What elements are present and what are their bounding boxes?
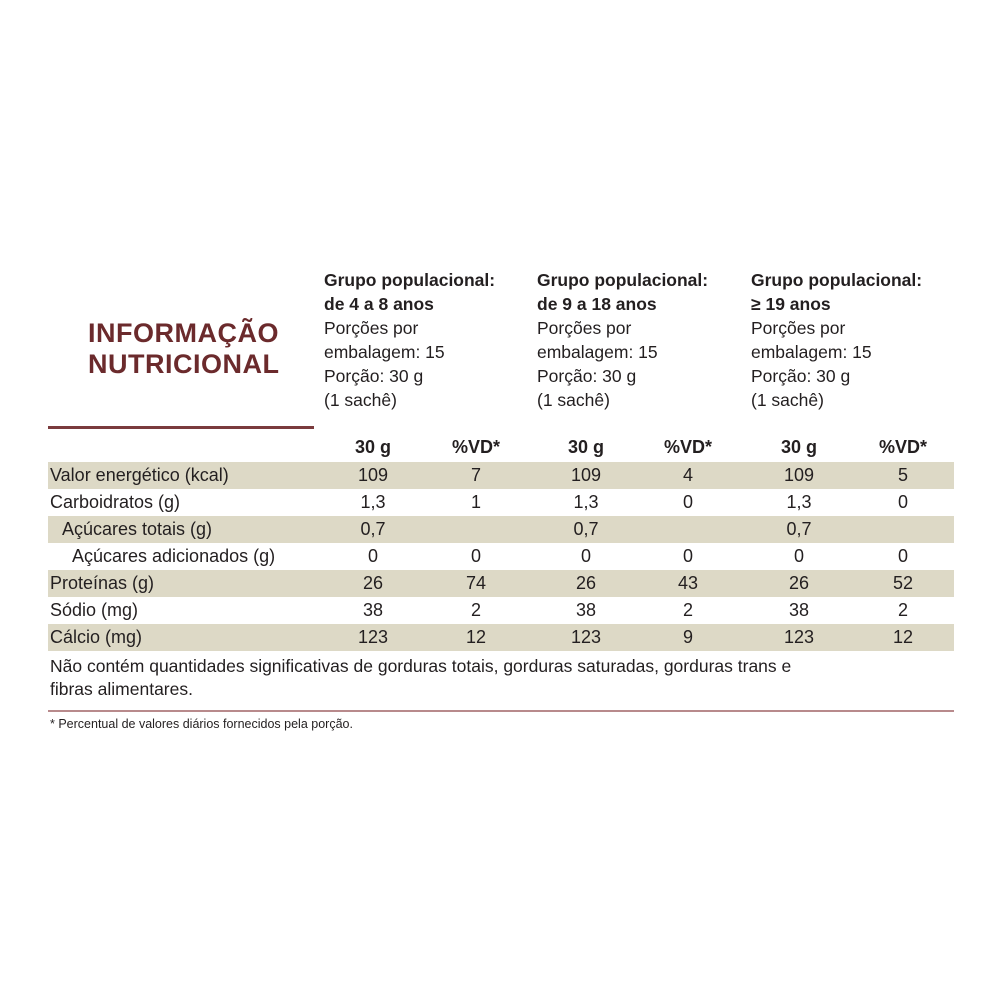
- title-divider: [48, 426, 314, 429]
- table-cell: 2: [470, 600, 481, 620]
- table-row: [48, 597, 954, 624]
- table-cell: 2: [897, 600, 908, 620]
- table-row: [48, 570, 954, 597]
- population-group-4-8: [324, 268, 542, 412]
- table-cell: 1,3: [786, 492, 812, 512]
- table-cell: 43: [677, 573, 699, 593]
- table-cell: 26: [788, 573, 810, 593]
- note-line: fibras alimentares.: [50, 679, 193, 699]
- group-portion-unit: (1 sachê): [324, 390, 397, 410]
- table-cell: 1: [470, 492, 481, 512]
- column-header: %VD*: [663, 437, 712, 457]
- table-cell: 4: [682, 465, 693, 485]
- bottom-divider: [48, 710, 954, 712]
- table-cell: 38: [362, 600, 384, 620]
- column-header: %VD*: [878, 437, 927, 457]
- table-cell: 26: [362, 573, 384, 593]
- table-cell: 123: [357, 627, 389, 647]
- group-range: ≥ 19 anos: [751, 294, 831, 314]
- nutrient-name: Cálcio (mg): [50, 627, 143, 647]
- table-cell: 26: [575, 573, 597, 593]
- table-row: [48, 489, 954, 516]
- table-row: [48, 624, 954, 651]
- nutrition-note: [48, 655, 954, 701]
- table-cell: 0: [580, 546, 591, 566]
- column-header: %VD*: [451, 437, 500, 457]
- label-header: [48, 268, 954, 432]
- nutrition-facts-label: [48, 268, 954, 731]
- group-portion-size: Porção: 30 g: [751, 366, 851, 386]
- table-cell: 123: [783, 627, 815, 647]
- group-portions: embalagem: 15: [537, 342, 658, 362]
- group-portions: Porções por: [324, 318, 419, 338]
- table-cell: 1,3: [360, 492, 386, 512]
- group-range: de 9 a 18 anos: [537, 294, 657, 314]
- table-cell: 74: [465, 573, 487, 593]
- table-row: [48, 543, 954, 570]
- nutrient-name: Carboidratos (g): [50, 492, 181, 512]
- group-portion-unit: (1 sachê): [537, 390, 610, 410]
- title-line: NUTRICIONAL: [88, 349, 280, 379]
- table-cell: 0: [897, 492, 908, 512]
- title-line: INFORMAÇÃO: [88, 318, 279, 348]
- nutrient-name: Açúcares adicionados (g): [72, 546, 276, 566]
- group-portions: embalagem: 15: [324, 342, 445, 362]
- table-cell: 1,3: [573, 492, 599, 512]
- table-row: [48, 516, 954, 543]
- table-cell: 0: [793, 546, 804, 566]
- label-title: [88, 318, 279, 380]
- table-cell: 12: [892, 627, 914, 647]
- table-cell: 2: [682, 600, 693, 620]
- table-cell: 0: [470, 546, 481, 566]
- table-cell: 0: [682, 546, 693, 566]
- group-range: de 4 a 8 anos: [324, 294, 434, 314]
- footnote: * Percentual de valores diários fornecidos pela porção.: [50, 717, 353, 731]
- nutrient-name: Açúcares totais (g): [62, 519, 213, 539]
- table-cell: 0: [682, 492, 693, 512]
- group-name: Grupo populacional:: [324, 270, 496, 290]
- table-cell: 5: [897, 465, 908, 485]
- group-portion-size: Porção: 30 g: [324, 366, 424, 386]
- column-header-row: [48, 432, 954, 462]
- table-cell: 38: [788, 600, 810, 620]
- nutrient-name: Sódio (mg): [50, 600, 139, 620]
- table-cell: 7: [470, 465, 481, 485]
- table-cell: 12: [465, 627, 487, 647]
- table-cell: 123: [570, 627, 602, 647]
- table-cell: 109: [357, 465, 389, 485]
- group-portion-unit: (1 sachê): [751, 390, 824, 410]
- table-cell: 52: [892, 573, 914, 593]
- table-cell: 0: [897, 546, 908, 566]
- nutrient-name: Proteínas (g): [50, 573, 155, 593]
- group-portions: Porções por: [537, 318, 632, 338]
- table-cell: 0: [367, 546, 378, 566]
- column-header: 30 g: [567, 437, 605, 457]
- table-row: [48, 462, 954, 489]
- group-portions: Porções por: [751, 318, 846, 338]
- table-cell: 109: [570, 465, 602, 485]
- note-line: Não contém quantidades significativas de gorduras totais, gorduras saturadas, gorduras trans e: [50, 656, 792, 676]
- column-header: 30 g: [354, 437, 392, 457]
- nutrient-name: Valor energético (kcal): [50, 465, 229, 485]
- population-group-19-plus: [751, 268, 969, 412]
- column-header: 30 g: [780, 437, 818, 457]
- table-cell: 9: [682, 627, 693, 647]
- group-name: Grupo populacional:: [537, 270, 709, 290]
- group-name: Grupo populacional:: [751, 270, 923, 290]
- population-group-9-18: [537, 268, 755, 412]
- table-cell: 0,7: [360, 519, 386, 539]
- group-portion-size: Porção: 30 g: [537, 366, 637, 386]
- table-cell: 38: [575, 600, 597, 620]
- table-cell: 0,7: [786, 519, 812, 539]
- table-cell: 109: [783, 465, 815, 485]
- table-cell: 0,7: [573, 519, 599, 539]
- group-portions: embalagem: 15: [751, 342, 872, 362]
